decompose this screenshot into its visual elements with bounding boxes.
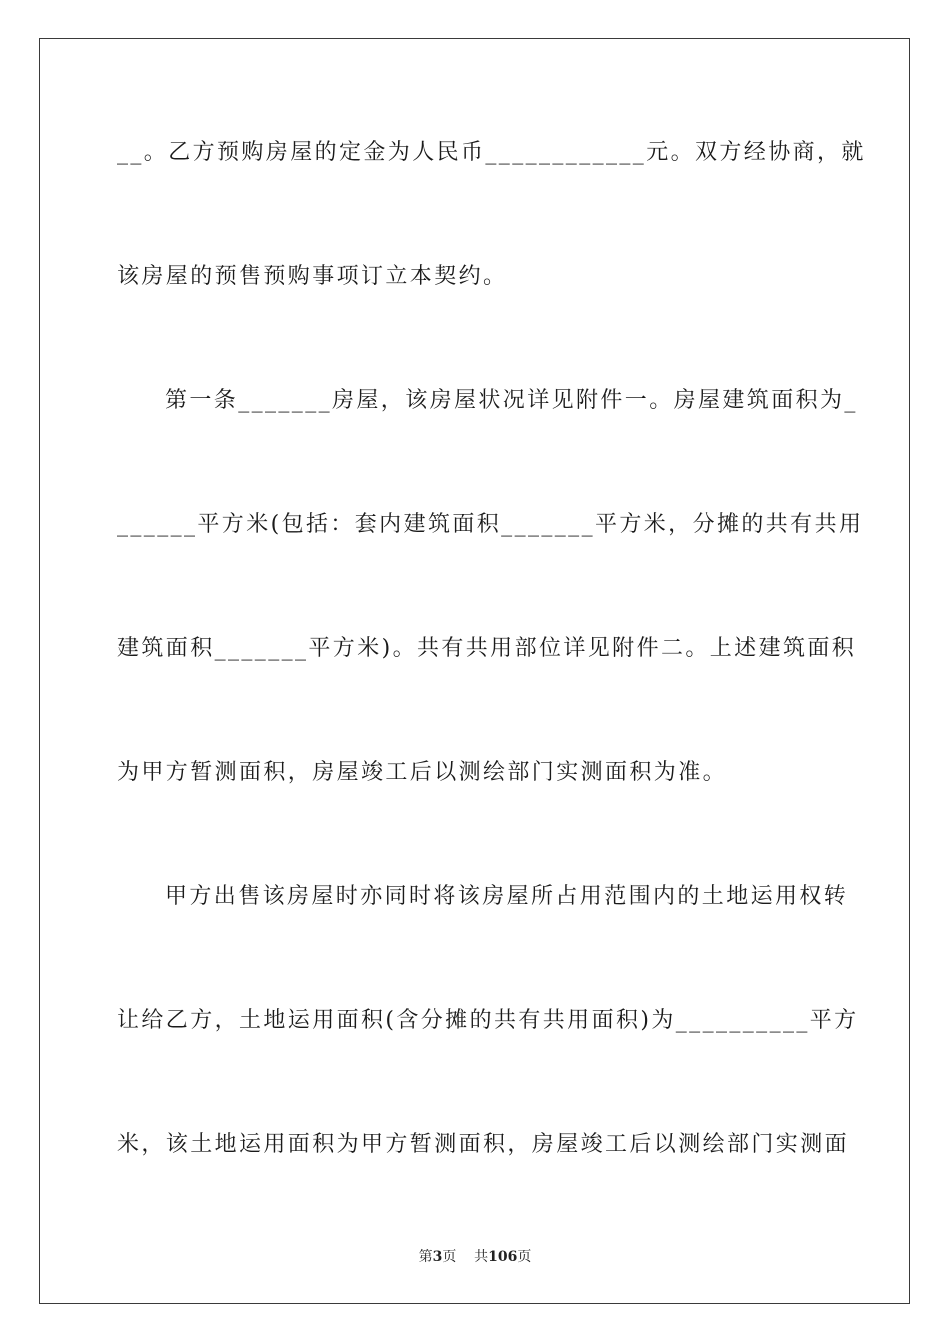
footer-page-suffix: 页 bbox=[442, 1249, 457, 1265]
body-line-9: 米，该土地运用面积为甲方暂测面积，房屋竣工后以测绘部门实测面 bbox=[117, 1132, 850, 1157]
body-line-6: 为甲方暂测面积，房屋竣工后以测绘部门实测面积为准。 bbox=[117, 760, 728, 785]
body-line-5: 建筑面积_______平方米)。共有共用部位详见附件二。上述建筑面积 bbox=[117, 636, 857, 661]
page-border bbox=[39, 38, 910, 1304]
paragraph-article-1-line-1: 第一条_______房屋，该房屋状况详见附件一。房屋建筑面积为_ bbox=[165, 388, 858, 413]
paragraph-land-use-line-1: 甲方出售该房屋时亦同时将该房屋所占用范围内的土地运用权转 bbox=[165, 884, 849, 909]
total-page-count: 106 bbox=[488, 1249, 518, 1265]
current-page-number: 3 bbox=[432, 1249, 443, 1265]
body-line-2: 该房屋的预售预购事项订立本契约。 bbox=[117, 264, 508, 289]
page-footer bbox=[0, 1247, 950, 1267]
body-line-8: 让给乙方，土地运用面积(含分摊的共有共用面积)为__________平方 bbox=[117, 1008, 859, 1033]
body-line-1: __。乙方预购房屋的定金为人民币____________元。双方经协商，就 bbox=[117, 140, 866, 165]
footer-prefix: 第 bbox=[418, 1249, 433, 1265]
footer-total-prefix: 共 bbox=[474, 1249, 489, 1265]
body-line-4: ______平方米(包括：套内建筑面积_______平方米，分摊的共有共用 bbox=[117, 512, 864, 537]
footer-total-suffix: 页 bbox=[517, 1249, 532, 1265]
